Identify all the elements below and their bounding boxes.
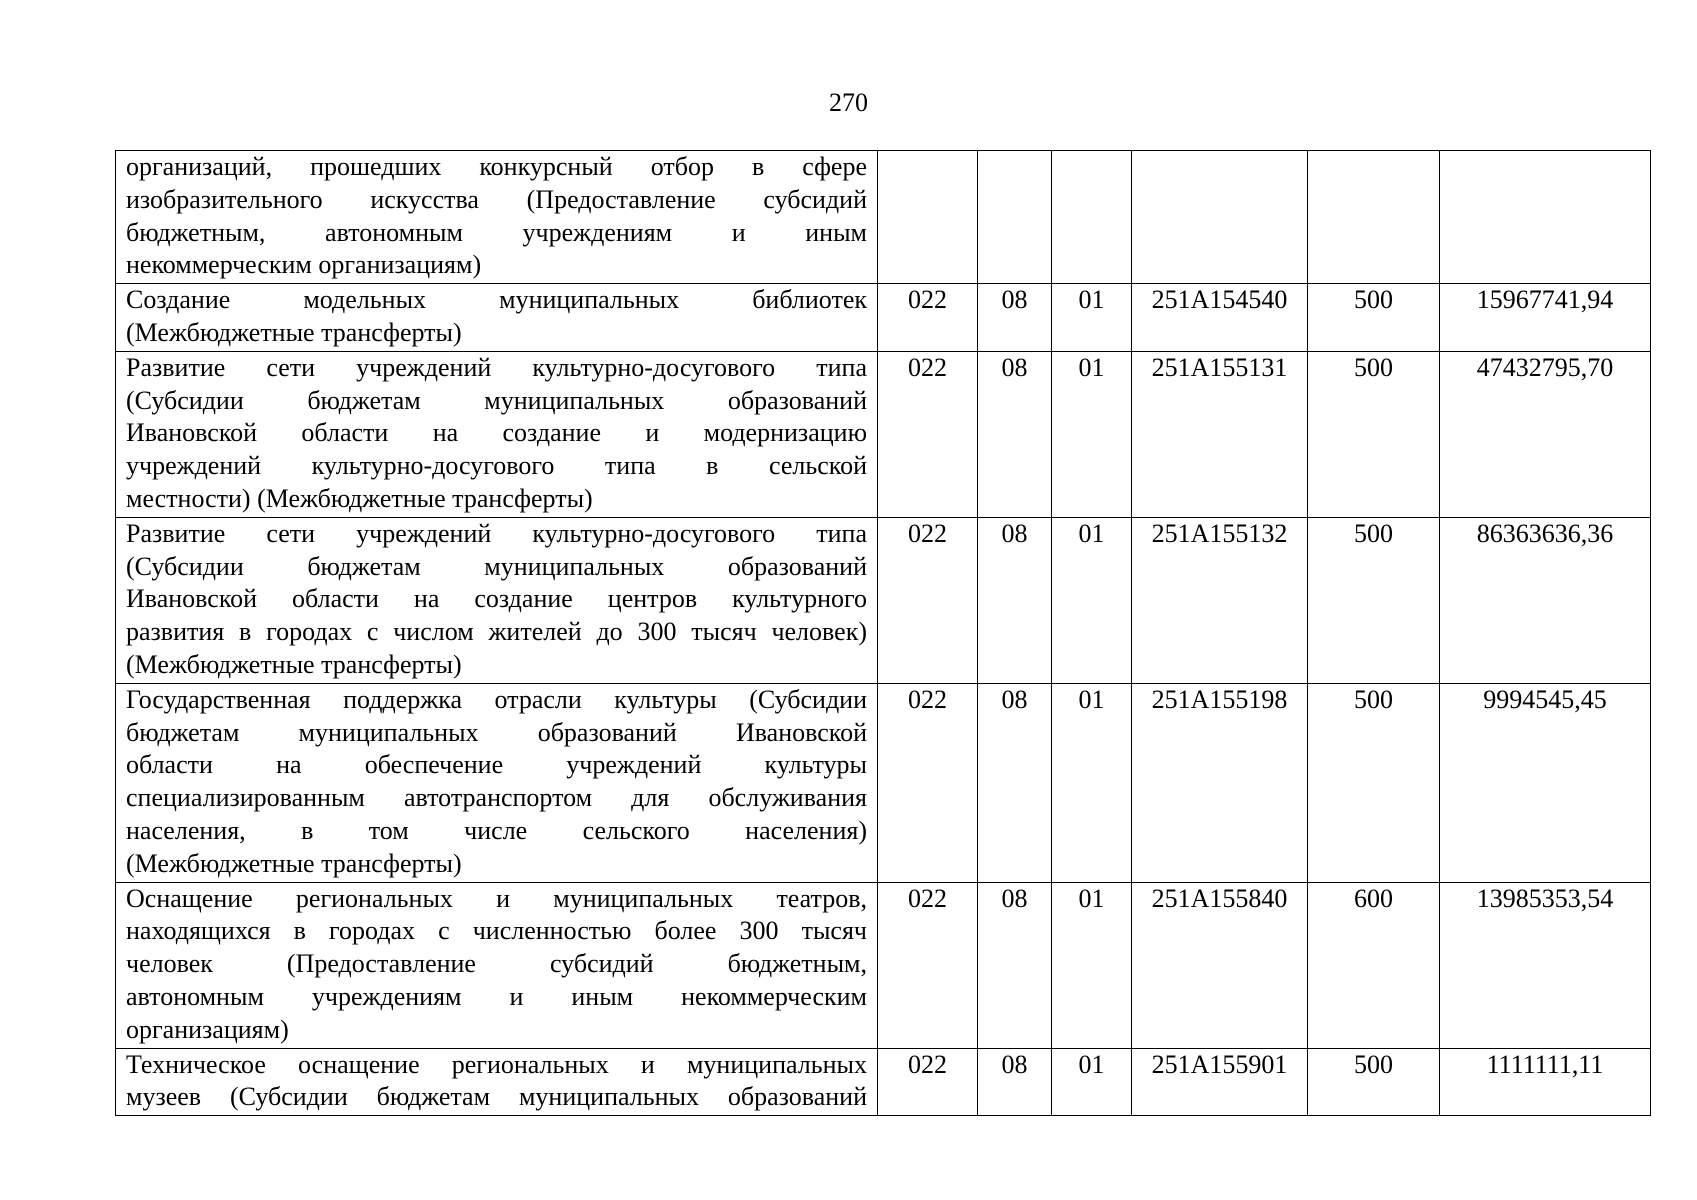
subsection-code-cell: 01 [1052,284,1132,352]
ministry-code-cell: 022 [878,1048,978,1116]
description-line: находящихся в городах с численностью более 300 тысяч [126,916,867,946]
section-code-cell: 08 [978,882,1052,1048]
description-line: (Субсидии бюджетам муниципальных образований [126,551,867,581]
description-cell [116,284,878,352]
table-body [116,151,1651,1116]
description-line: Развитие сети учреждений культурно-досугового типа [126,518,867,548]
description-line: автономным учреждениям и иным некоммерческим [126,981,867,1011]
target-article-cell: 251A155198 [1132,683,1308,882]
section-code-cell: 08 [978,683,1052,882]
target-article-cell: 251A155131 [1132,351,1308,517]
subsection-code-cell: 01 [1052,683,1132,882]
description-line: бюджетным, автономным учреждениям и иным [126,217,867,247]
amount-cell: 1111111,11 [1440,1048,1651,1116]
amount-cell: 9994545,45 [1440,683,1651,882]
description-line: некоммерческим организациям) [126,250,482,280]
description-line: бюджетам муниципальных образований Ивановской [126,717,867,747]
ministry-code-cell: 022 [878,683,978,882]
description-cell [116,1048,878,1116]
ministry-code-cell: 022 [878,517,978,683]
table-row [116,151,1651,284]
description-line: Ивановской области на создание центров культурного [126,584,867,614]
description-cell [116,882,878,1048]
table-row [116,683,1651,882]
table-row [116,284,1651,352]
page-number: 270 [829,88,868,117]
expense-type-cell: 600 [1308,882,1440,1048]
ministry-code-cell: 022 [878,351,978,517]
description-cell [116,517,878,683]
description-line: (Межбюджетные трансферты) [126,848,462,878]
section-code-cell [978,151,1052,284]
description-line: учреждений культурно-досугового типа в сельской [126,451,867,481]
subsection-code-cell [1052,151,1132,284]
table-row [116,351,1651,517]
description-line: (Межбюджетные трансферты) [126,317,462,347]
target-article-cell: 251A155132 [1132,517,1308,683]
section-code-cell: 08 [978,1048,1052,1116]
expense-type-cell [1308,151,1440,284]
description-line: населения, в том числе сельского населения) [126,815,867,845]
description-line: Создание модельных муниципальных библиотек [126,285,867,315]
description-line: (Межбюджетные трансферты) [126,649,462,679]
ministry-code-cell [878,151,978,284]
section-code-cell: 08 [978,517,1052,683]
description-line: изобразительного искусства (Предоставление субсидий [126,184,867,214]
table-row [116,1048,1651,1116]
subsection-code-cell: 01 [1052,882,1132,1048]
subsection-code-cell: 01 [1052,351,1132,517]
subsection-code-cell: 01 [1052,517,1132,683]
description-line: музеев (Субсидии бюджетам муниципальных образований [126,1082,867,1112]
amount-cell: 13985353,54 [1440,882,1651,1048]
target-article-cell: 251A155901 [1132,1048,1308,1116]
description-cell [116,351,878,517]
description-line: области на обеспечение учреждений культуры [126,750,867,780]
target-article-cell [1132,151,1308,284]
ministry-code-cell: 022 [878,882,978,1048]
expense-type-cell: 500 [1308,683,1440,882]
description-line: развития в городах с числом жителей до 300 тысяч человек) [126,617,867,647]
description-line: Ивановской области на создание и модернизацию [126,418,867,448]
expense-type-cell: 500 [1308,351,1440,517]
section-code-cell: 08 [978,284,1052,352]
description-line: специализированным автотранспортом для обслуживания [126,783,867,813]
description-line: Развитие сети учреждений культурно-досугового типа [126,352,867,382]
expense-type-cell: 500 [1308,284,1440,352]
expense-type-cell: 500 [1308,1048,1440,1116]
description-cell [116,683,878,882]
expense-type-cell: 500 [1308,517,1440,683]
table-row [116,517,1651,683]
description-line: организациям) [126,1014,289,1044]
target-article-cell: 251A155840 [1132,882,1308,1048]
description-cell [116,151,878,284]
subsection-code-cell: 01 [1052,1048,1132,1116]
amount-cell: 15967741,94 [1440,284,1651,352]
table-row [116,882,1651,1048]
budget-table [115,150,1651,1116]
description-line: Государственная поддержка отрасли культуры (Субсидии [126,684,867,714]
section-code-cell: 08 [978,351,1052,517]
description-line: Оснащение региональных и муниципальных театров, [126,883,867,913]
description-line: организаций, прошедших конкурсный отбор в сфере [126,152,867,181]
description-line: человек (Предоставление субсидий бюджетным, [126,949,867,979]
description-line: местности) (Межбюджетные трансферты) [126,483,593,513]
ministry-code-cell: 022 [878,284,978,352]
target-article-cell: 251A154540 [1132,284,1308,352]
amount-cell [1440,151,1651,284]
description-line: Техническое оснащение региональных и муниципальных [126,1049,867,1079]
amount-cell: 47432795,70 [1440,351,1651,517]
description-line: (Субсидии бюджетам муниципальных образований [126,385,867,415]
amount-cell: 86363636,36 [1440,517,1651,683]
